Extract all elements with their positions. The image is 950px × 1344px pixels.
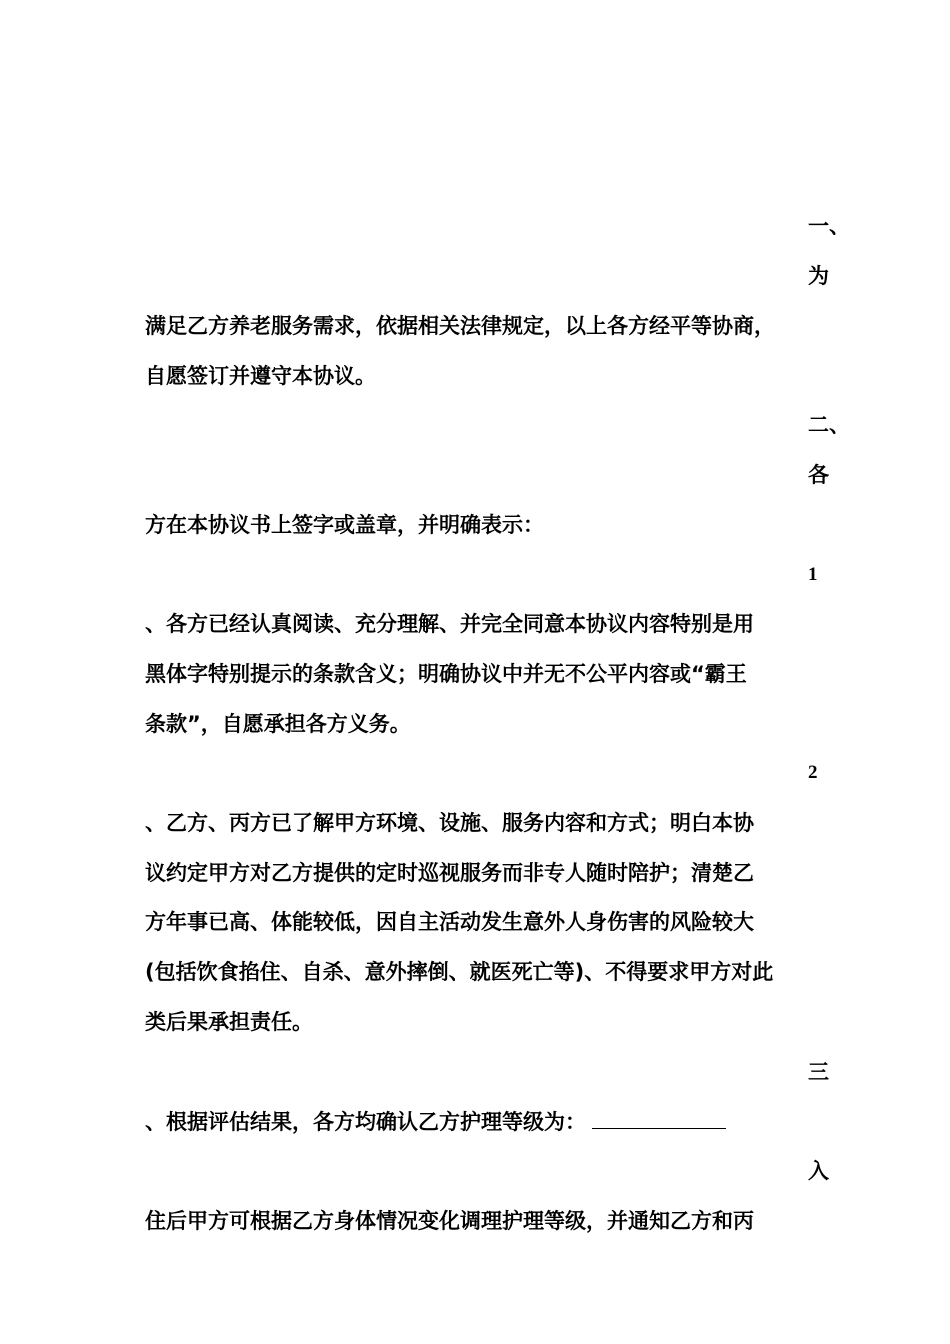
section-3-marker: 三 bbox=[808, 1060, 829, 1084]
item-1-line-2: 黑体字特别提示的条款含义；明确协议中并无不公平内容或“霸王 bbox=[145, 662, 747, 686]
section-1-line-1: 满足乙方养老服务需求，依据相关法律规定，以上各方经平等协商， bbox=[145, 314, 775, 338]
item-2-line-1: 、乙方、丙方已了解甲方环境、设施、服务内容和方式；明白本协 bbox=[145, 811, 754, 835]
item-1-line-1: 、各方已经认真阅读、充分理解、并完全同意本协议内容特别是用 bbox=[145, 612, 754, 636]
item-2-number: 2 bbox=[808, 762, 818, 783]
section-2-marker: 二、 bbox=[808, 413, 850, 437]
section-3-lead-char: 入 bbox=[808, 1159, 829, 1183]
section-3-line-1: 住后甲方可根据乙方身体情况变化调理护理等级，并通知乙方和丙 bbox=[145, 1209, 754, 1233]
section-3-line-text: 、根据评估结果，各方均确认乙方护理等级为： bbox=[145, 1110, 586, 1134]
section-2-lead-char: 各 bbox=[808, 463, 829, 487]
item-2-line-2: 议约定甲方对乙方提供的定时巡视服务而非专人随时陪护；清楚乙 bbox=[145, 861, 754, 885]
care-level-blank bbox=[592, 1108, 726, 1129]
section-2-line-1: 方在本协议书上签字或盖章，并明确表示： bbox=[145, 513, 544, 537]
section-3-care-level-line bbox=[145, 1108, 726, 1136]
item-1-number: 1 bbox=[808, 564, 818, 585]
item-2-line-3: 方年事已高、体能较低，因自主活动发生意外人身伤害的风险较大 bbox=[145, 910, 754, 934]
section-1-lead-char: 为 bbox=[808, 264, 829, 288]
item-2-line-5: 类后果承担责任。 bbox=[145, 1010, 313, 1034]
section-1-line-2: 自愿签订并遵守本协议。 bbox=[145, 364, 376, 388]
item-1-line-3: 条款”，自愿承担各方义务。 bbox=[145, 712, 411, 736]
item-2-line-4: (包括饮食掐住、自杀、意外摔倒、就医死亡等)、不得要求甲方对此 bbox=[145, 960, 774, 984]
section-1-marker: 一、 bbox=[808, 214, 850, 238]
